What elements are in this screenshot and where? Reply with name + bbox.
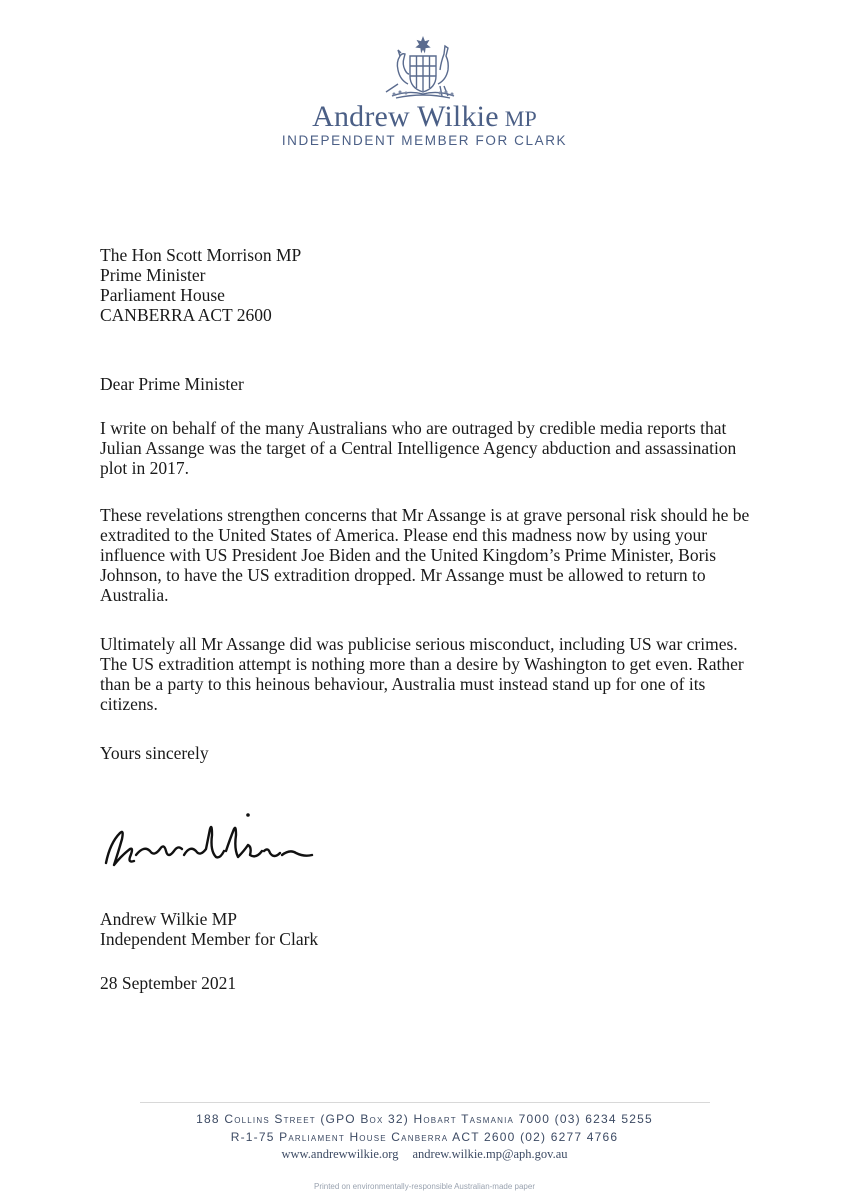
footer-website-link[interactable]: www.andrewwilkie.org — [281, 1147, 399, 1161]
letterhead-name-suffix: MP — [504, 106, 537, 131]
body-paragraph-1: I write on behalf of the many Australians who are outraged by credible media reports that Julian Assange was the target of a Central Intelligence Agency abduction and assassination plot in 2017. — [100, 418, 737, 478]
letter-date: 28 September 2021 — [100, 973, 237, 993]
footer-contact — [0, 1147, 849, 1162]
body-paragraph-3: Ultimately all Mr Assange did was publicise serious misconduct, including US war crimes. The US extradition attempt is nothing more than a desire by Washington to get even. Rather than be a party to this heinous behaviour, Australia must instead stand up for one of its citizens. — [100, 634, 744, 714]
addressee-line: CANBERRA ACT 2600 — [100, 305, 272, 325]
footer-email-link[interactable]: andrew.wilkie.mp@aph.gov.au — [412, 1147, 568, 1161]
signer-title: Independent Member for Clark — [100, 929, 319, 949]
signer-block — [100, 909, 318, 949]
addressee-block — [100, 245, 301, 325]
letterhead-name — [0, 100, 849, 134]
body-paragraph-2: These revelations strengthen concerns that Mr Assange is at grave personal risk should he be extradited to the United States of America. Please end this madness now by using your influence with US President Joe Biden and the United Kingdom’s Prime Minister, Boris Johnson, to have the US extradition dropped. Mr Assange must be allowed to return to Australia. — [100, 505, 750, 605]
addressee-line: Prime Minister — [100, 265, 206, 285]
addressee-line: The Hon Scott Morrison MP — [100, 245, 302, 265]
coat-of-arms-icon — [378, 36, 468, 102]
footer-address-canberra: R-1-75 Parliament House Canberra ACT 2600 (02) 6277 4766 — [230, 1130, 619, 1144]
addressee-line: Parliament House — [100, 285, 225, 305]
signer-name: Andrew Wilkie MP — [100, 909, 238, 929]
footer-divider — [140, 1102, 710, 1103]
signature-image — [100, 805, 340, 885]
closing: Yours sincerely — [100, 743, 209, 763]
salutation: Dear Prime Minister — [100, 374, 244, 394]
footer-address-hobart: 188 Collins Street (GPO Box 32) Hobart Tasmania 7000 (03) 6234 5255 — [196, 1112, 653, 1126]
letterhead-role: INDEPENDENT MEMBER FOR CLARK — [281, 133, 568, 148]
printed-note: Printed on environmentally-responsible Australian-made paper — [313, 1182, 535, 1191]
letterhead-name-text: Andrew Wilkie — [312, 100, 499, 133]
